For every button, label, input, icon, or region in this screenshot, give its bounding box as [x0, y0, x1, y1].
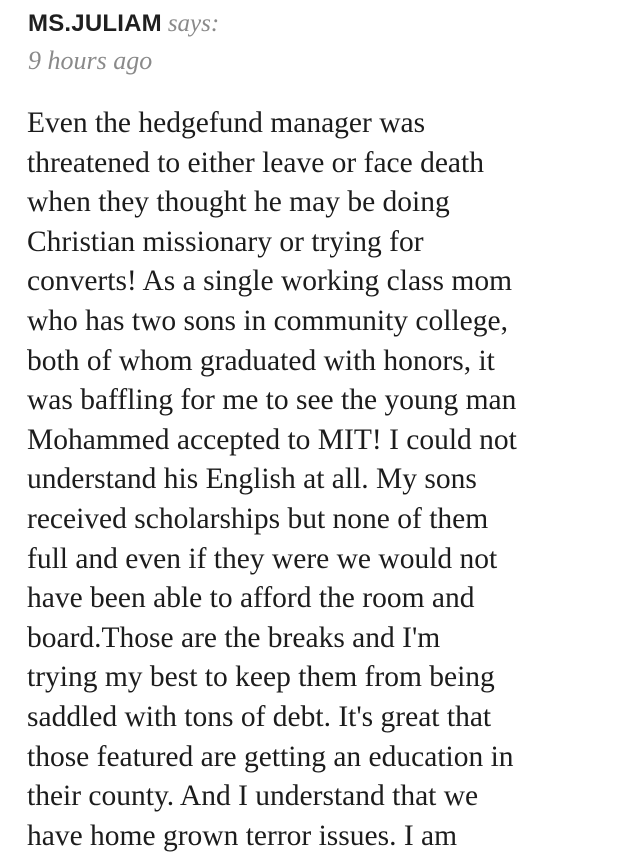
comment-line: their county. And I understand that we: [27, 780, 479, 813]
comment-body: [27, 104, 517, 856]
comment-line: those featured are getting an education in: [27, 740, 514, 773]
comment-line: Mohammed accepted to MIT! I could not: [27, 423, 517, 456]
comment-timestamp[interactable]: 9 hours ago: [28, 46, 153, 75]
comment-line: Christian missionary or trying for: [27, 225, 424, 258]
comment-header: [28, 10, 219, 38]
comment-line: received scholarships but none of them: [27, 502, 489, 535]
comment-line: Even the hedgefund manager was: [27, 107, 426, 139]
comment-line: was baffling for me to see the young man: [27, 384, 517, 417]
comment-line: both of whom graduated with honors, it: [27, 344, 495, 377]
comment-line: who has two sons in community college,: [27, 304, 508, 337]
comment-author[interactable]: MS.JULIAM: [28, 10, 162, 37]
comment-line: trying my best to keep them from being: [27, 661, 495, 694]
says-label: says:: [167, 10, 220, 37]
comment-line: understand his English at all. My sons: [27, 463, 477, 496]
comment-line: board.Those are the breaks and I'm: [27, 621, 441, 654]
comment-line: full and even if they were we would not: [27, 542, 498, 575]
comment-line: have home grown terror issues. I am: [27, 819, 458, 852]
comment-line: saddled with tons of debt. It's great that: [27, 700, 492, 733]
comment-line: have been able to afford the room and: [27, 582, 475, 615]
comment-line: when they thought he may be doing: [27, 186, 450, 219]
comment-line: threatened to either leave or face death: [27, 146, 484, 179]
comment-line: converts! As a single working class mom: [27, 265, 513, 298]
